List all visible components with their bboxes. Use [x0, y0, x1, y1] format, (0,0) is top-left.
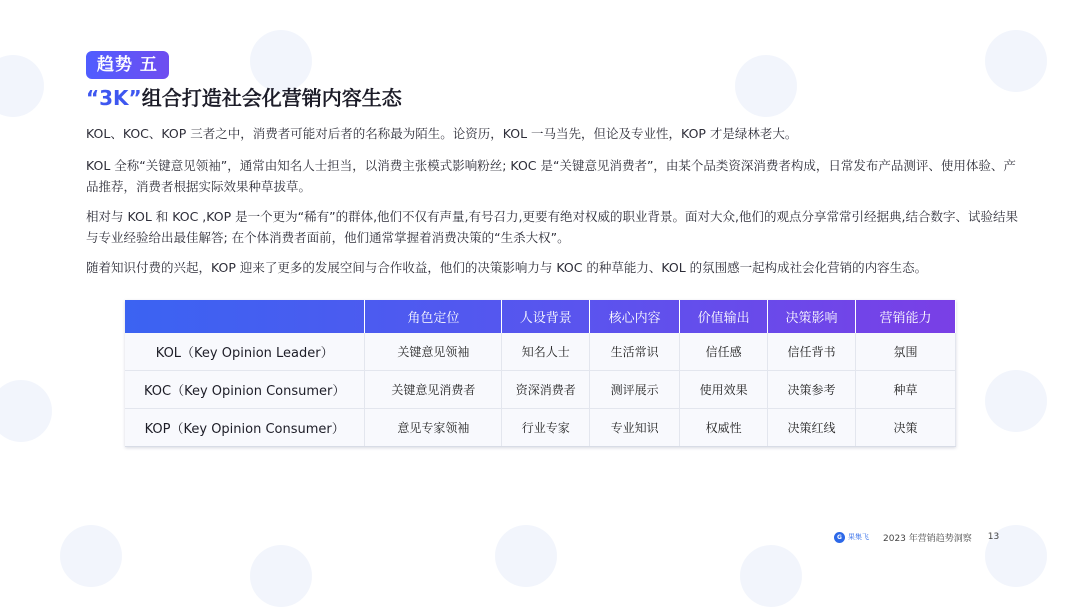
paragraph: KOL 全称“关键意见领袖”，通常由知名人士担当，以消费主张模式影响粉丝; KOC 是“关键意见消费者”，由某个品类资深消费者构成，日常发布产品测评、使用体验、产品推荐，消费者根据实际效果种草拔草。 — [86, 158, 1016, 194]
row-header-cell: KOL（Key Opinion Leader） — [125, 333, 365, 371]
watermark-logo — [735, 55, 797, 117]
table-cell: 行业专家 — [502, 409, 590, 447]
table-cell: 资深消费者 — [502, 371, 590, 409]
table-cell: 信任背书 — [768, 333, 856, 371]
watermark-logo — [60, 525, 122, 587]
table-header-cell: 人设背景 — [502, 300, 590, 333]
watermark-logo — [985, 30, 1047, 92]
row-header-cell: KOP（Key Opinion Consumer） — [125, 409, 365, 447]
paragraph: KOL、KOC、KOP 三者之中，消费者可能对后者的名称最为陌生。论资历，KOL 一马当先，但论及专业性，KOP 才是绿林老大。 — [86, 126, 798, 141]
watermark-logo — [740, 545, 802, 607]
row-header-cell: KOC（Key Opinion Consumer） — [125, 371, 365, 409]
table-cell: 专业知识 — [590, 409, 680, 447]
table-cell: 决策参考 — [768, 371, 856, 409]
table-cell: 生活常识 — [590, 333, 680, 371]
table-row — [125, 333, 956, 371]
table-row — [125, 409, 956, 447]
table-header-cell — [125, 300, 365, 333]
table-header-cell: 核心内容 — [590, 300, 680, 333]
table-header-cell: 角色定位 — [365, 300, 502, 333]
page-title — [86, 82, 402, 111]
watermark-logo — [495, 525, 557, 587]
table-cell: 使用效果 — [680, 371, 768, 409]
section-tag: 趋势 五 — [86, 51, 169, 79]
table-cell: 关键意见领袖 — [365, 333, 502, 371]
watermark-logo — [250, 545, 312, 607]
table-cell: 决策红线 — [768, 409, 856, 447]
table-cell: 知名人士 — [502, 333, 590, 371]
watermark-logo — [985, 370, 1047, 432]
page-number: 13 — [987, 532, 1000, 542]
table-cell: 氛围 — [856, 333, 956, 371]
table-cell: 意见专家领袖 — [365, 409, 502, 447]
table-header-row — [125, 300, 956, 333]
report-title: 2023 年营销趋势洞察 — [883, 533, 972, 544]
table-cell: 权威性 — [680, 409, 768, 447]
title-text: 组合打造社会化营销内容生态 — [141, 86, 402, 110]
paragraph: 相对与 KOL 和 KOC ,KOP 是一个更为“稀有”的群体,他们不仅有声量,有号召力,更要有绝对权威的职业背景。面对大众,他们的观点分享常常引经据典,结合数字、试验结果与专业经验给出最佳解答; 在个体消费者面前，他们通常掌握着消费决策的“生杀大权”。 — [86, 209, 1018, 245]
table-header-cell: 决策影响 — [768, 300, 856, 333]
kol-koc-kop-table — [125, 300, 956, 447]
table-header-cell: 营销能力 — [856, 300, 956, 333]
table-cell: 关键意见消费者 — [365, 371, 502, 409]
table-cell: 测评展示 — [590, 371, 680, 409]
table-cell: 信任感 — [680, 333, 768, 371]
table-cell: 决策 — [856, 409, 956, 447]
watermark-logo — [0, 380, 52, 442]
footer — [834, 530, 999, 544]
table-header-cell: 价值输出 — [680, 300, 768, 333]
paragraph: 随着知识付费的兴起，KOP 迎来了更多的发展空间与合作收益，他们的决策影响力与 KOC 的种草能力、KOL 的氛围感一起构成社会化营销的内容生态。 — [86, 260, 928, 275]
brand-logo-icon: G — [834, 532, 845, 543]
table-row — [125, 371, 956, 409]
brand-logo-text: 果集飞 — [848, 533, 869, 541]
table-cell: 种草 — [856, 371, 956, 409]
watermark-logo — [0, 55, 44, 117]
title-quote: “3K” — [86, 86, 142, 110]
